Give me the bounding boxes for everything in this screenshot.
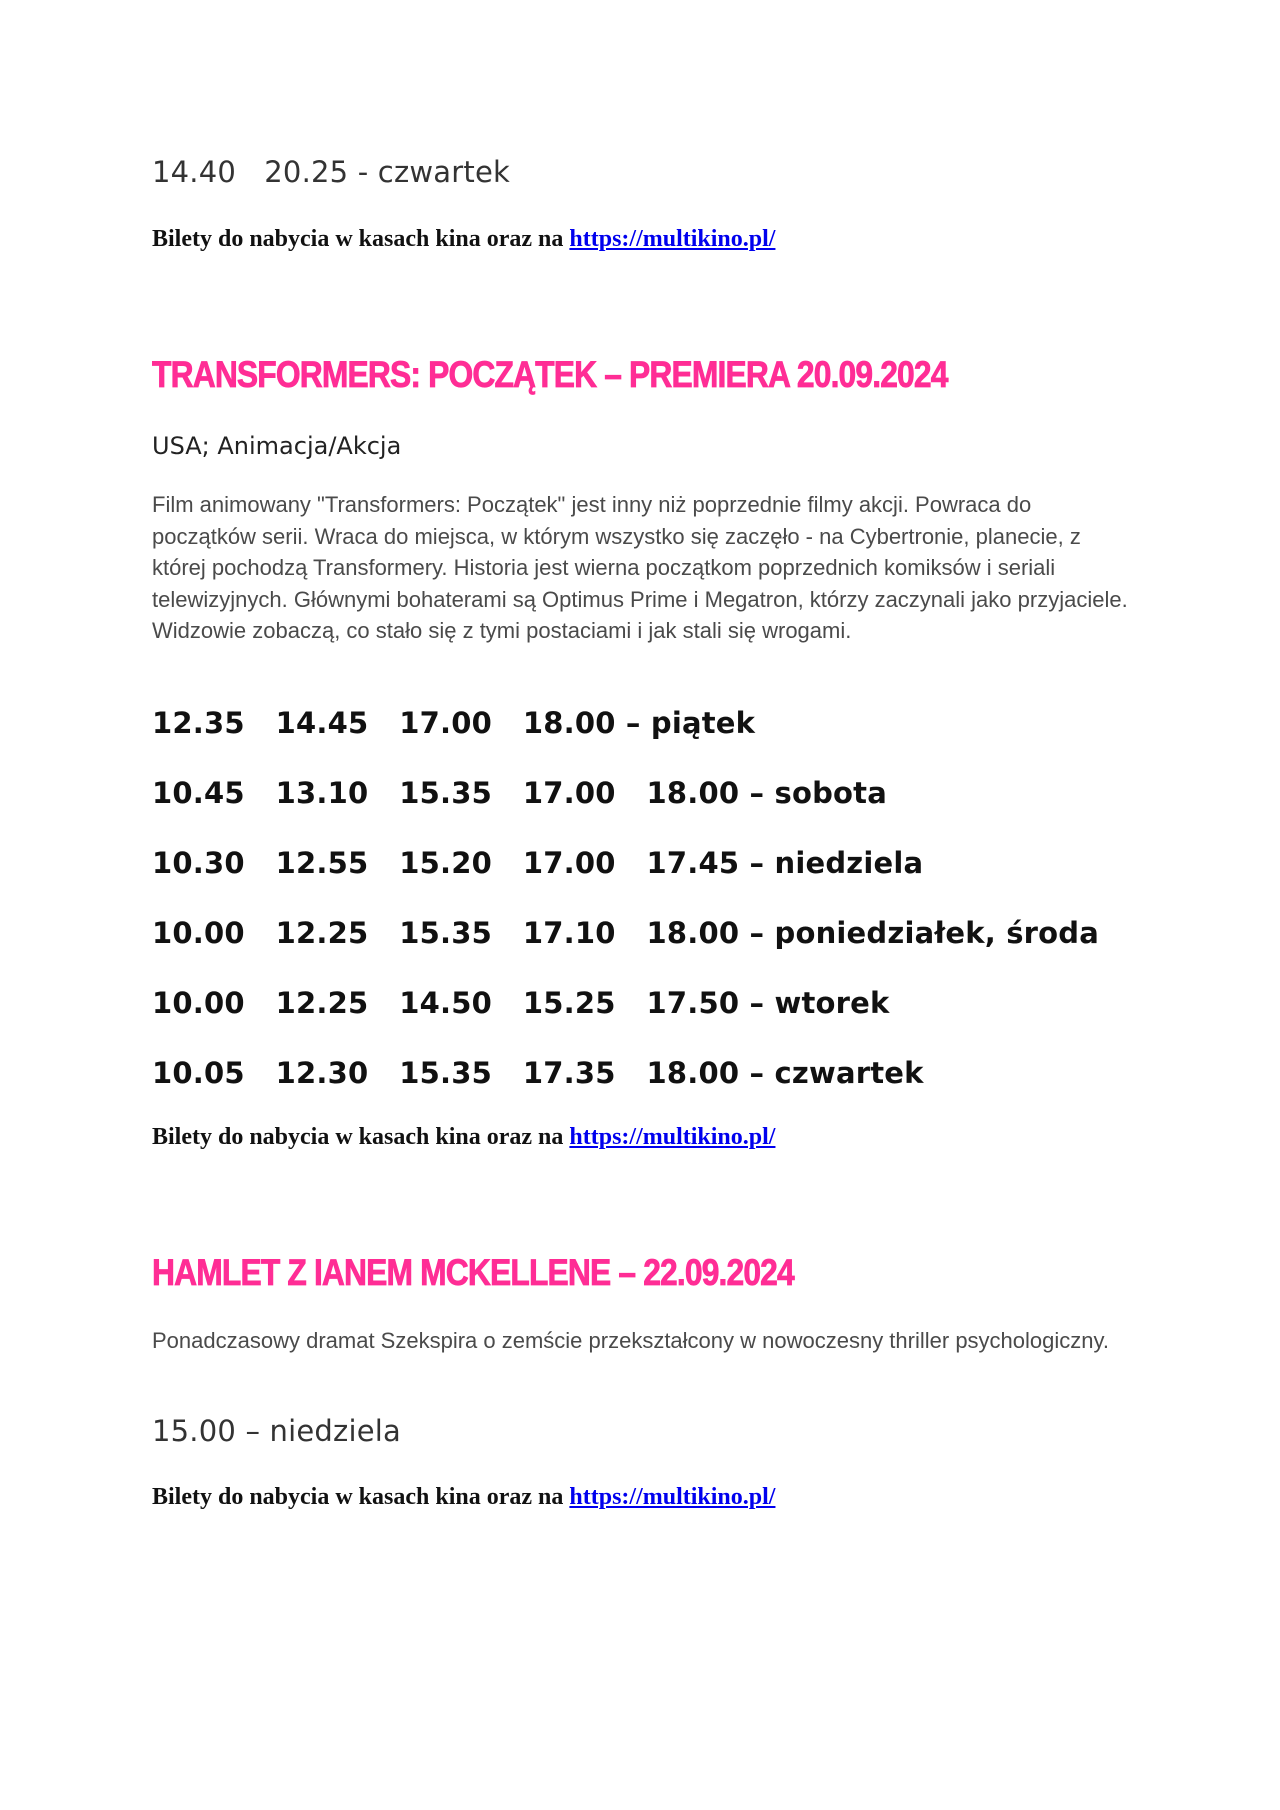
showtimes-line-thursday: 14.40 20.25 - czwartek: [152, 155, 510, 189]
tickets-info: [152, 1124, 775, 1151]
tickets-text: Bilety do nabycia w kasach kina oraz na: [152, 226, 570, 252]
tickets-link[interactable]: https://multikino.pl/: [569, 1124, 776, 1150]
tickets-info: [152, 1484, 775, 1511]
showtimes-line: 12.35 14.45 17.00 18.00 – piątek: [152, 706, 756, 740]
movie-genre: USA; Animacja/Akcja: [152, 432, 402, 460]
showtimes-line: 10.05 12.30 15.35 17.35 18.00 – czwartek: [152, 1056, 924, 1090]
tickets-text: Bilety do nabycia w kasach kina oraz na: [152, 1484, 570, 1510]
movie-title-hamlet: HAMLET Z IANEM MCKELLENE – 22.09.2024: [152, 1252, 794, 1293]
tickets-info: [152, 226, 775, 253]
tickets-text: Bilety do nabycia w kasach kina oraz na: [152, 1124, 570, 1150]
showtimes-line: 10.30 12.55 15.20 17.00 17.45 – niedziela: [152, 846, 924, 880]
tickets-link[interactable]: https://multikino.pl/: [569, 1484, 776, 1510]
movie-description: Ponadczasowy dramat Szekspira o zemście przekształcony w nowoczesny thriller psychologiczny.: [152, 1328, 1109, 1353]
movie-title-transformers: TRANSFORMERS: POCZĄTEK – PREMIERA 20.09.2024: [152, 354, 948, 395]
showtimes-line: 10.00 12.25 15.35 17.10 18.00 – poniedziałek, środa: [152, 916, 1100, 950]
movie-description: Film animowany "Transformers: Początek" jest inny niż poprzednie filmy akcji. Powraca do początków serii. Wraca do miejsca, w którym wszystko się zaczęło - na Cybertronie, planecie, z której pochodzą Transformery. Historia jest wierna początkom poprzednich komiksów i seriali telewizyjnych. Głównymi bohaterami są Optimus Prime i Megatron, którzy zaczynali jako przyjaciele. Widzowie zobaczą, co stało się z tymi postaciami i jak stali się wrogami.: [152, 492, 1128, 643]
showtimes-line: 10.00 12.25 14.50 15.25 17.50 – wtorek: [152, 986, 890, 1020]
tickets-link[interactable]: https://multikino.pl/: [569, 226, 776, 252]
showtimes-line-sunday: 15.00 – niedziela: [152, 1414, 401, 1448]
showtimes-line: 10.45 13.10 15.35 17.00 18.00 – sobota: [152, 776, 887, 810]
